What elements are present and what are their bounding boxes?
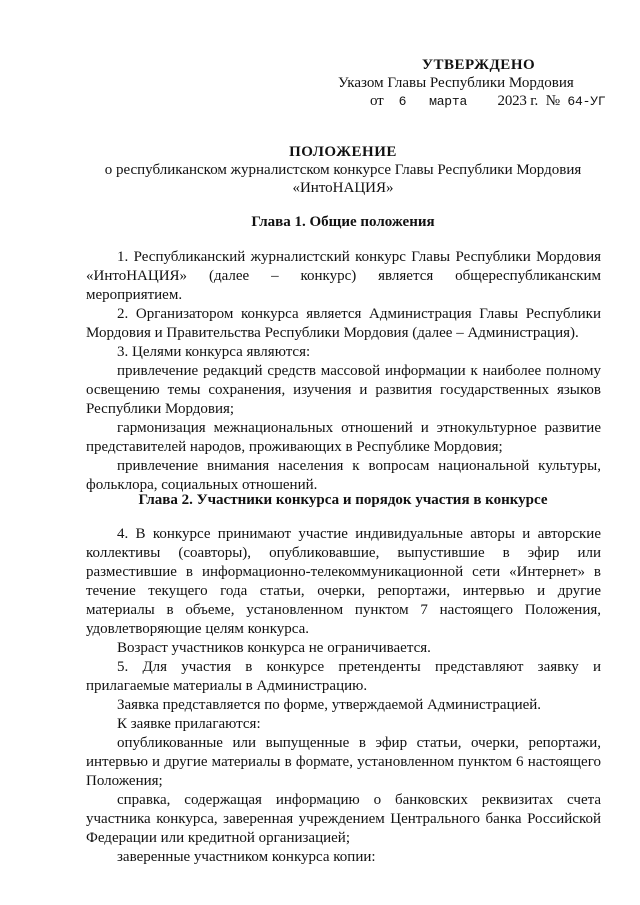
paragraph: 2. Организатором конкурса является Администрация Главы Республики Мордовия и Правительства Республики Мордовия (далее – Администрация). (86, 306, 601, 341)
approval-number: 64-УГ (567, 94, 606, 109)
paragraph: 1. Республиканский журналистский конкурс Главы Республики Мордовия «ИнтоНАЦИЯ» (далее – конкурс) является общереспубликанским мероприятием. (86, 249, 601, 303)
approval-month: марта (429, 94, 468, 109)
chapter-1-body (86, 248, 601, 495)
paragraph: Заявка представляется по форме, утверждаемой Администрацией. (117, 697, 542, 713)
paragraph: 5. Для участия в конкурсе претенденты представляют заявку и прилагаемые материалы в Администрацию. (86, 659, 601, 694)
chapter-2-body (86, 525, 601, 867)
approval-dateline (330, 92, 610, 111)
paragraph: гармонизация межнациональных отношений и этнокультурное развитие представителей народов, проживающих в Республике Мордовия; (86, 420, 601, 455)
approval-stamp (330, 56, 610, 111)
paragraph: 4. В конкурсе принимают участие индивидуальные авторы и авторские коллективы (соавторы), опубликовавшие, выпустившие в эфир или разместившие в информационно-телекоммуникационной сети «Интернет» в течение текущего года статьи, очерки, репортажи, интервью и другие материалы в объеме, установленном пунктом 7 настоящего Положения, удовлетворяющие целям конкурса. (86, 526, 601, 637)
chapter-2-heading: Глава 2. Участники конкурса и порядок участия в конкурсе (138, 492, 548, 508)
paragraph: заверенные участником конкурса копии: (117, 849, 376, 865)
document-subtitle-line2: «ИнтоНАЦИЯ» (292, 180, 394, 196)
paragraph: опубликованные или выпущенные в эфир статьи, очерки, репортажи, интервью и другие материалы в формате, установленном пунктом 6 настоящего Положения; (86, 735, 601, 789)
chapter-1-heading: Глава 1. Общие положения (251, 214, 435, 230)
document-header (86, 143, 600, 197)
document-subtitle-line1: о республиканском журналистском конкурсе Главы Республики Мордовия (104, 162, 582, 178)
paragraph: справка, содержащая информацию о банковских реквизитах счета участника конкурса, заверенная учреждением Центрального банка Российской Федерации или кредитной организацией; (86, 792, 601, 846)
approval-title: УТВЕРЖДЕНО (422, 57, 536, 73)
paragraph: Возраст участников конкурса не ограничивается. (117, 640, 431, 656)
approval-from: от (370, 93, 384, 109)
document-title: ПОЛОЖЕНИЕ (289, 144, 397, 160)
paragraph: К заявке прилагаются: (117, 716, 261, 732)
approval-year: 2023 г. (497, 93, 539, 109)
paragraph: 3. Целями конкурса являются: (117, 344, 311, 360)
approval-by: Указом Главы Республики Мордовия (338, 75, 574, 91)
paragraph: привлечение внимания населения к вопросам национальной культуры, фольклора, социальных отношений. (86, 458, 601, 493)
paragraph: привлечение редакций средств массовой информации к наиболее полному освещению темы сохранения, изучения и развития государственных языков Республики Мордовия; (86, 363, 601, 417)
approval-day: 6 (398, 94, 407, 109)
approval-number-prefix: № (545, 93, 560, 109)
